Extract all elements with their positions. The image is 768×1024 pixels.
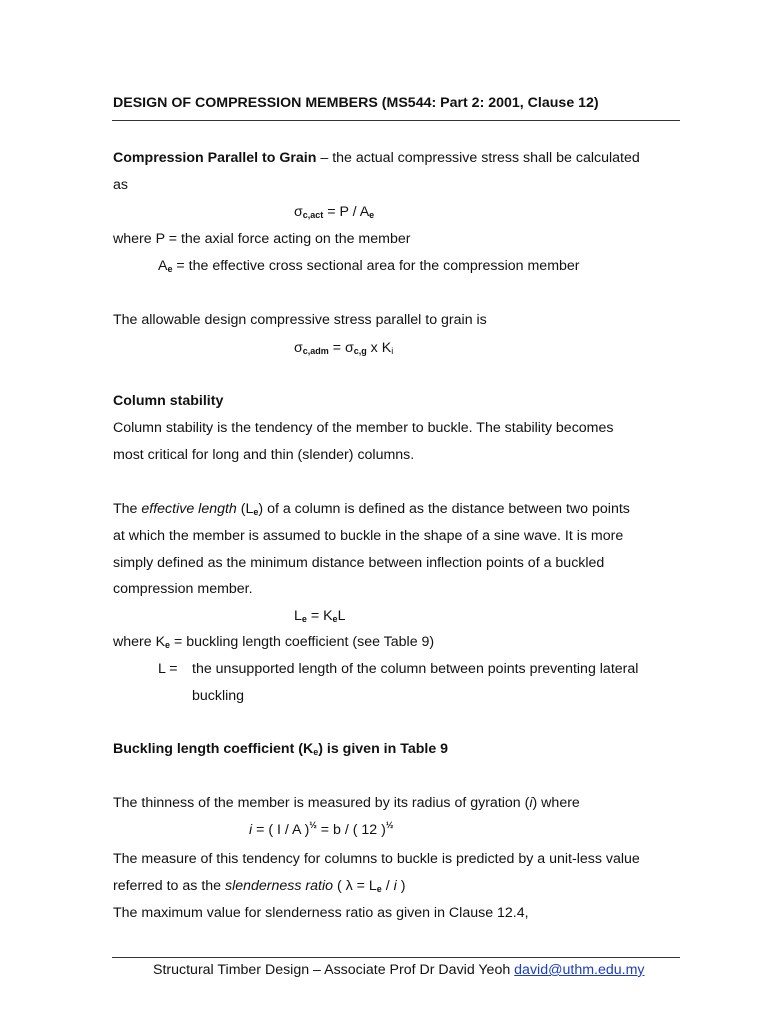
footer-rule — [112, 957, 680, 958]
footer — [153, 961, 645, 979]
header-rule — [112, 120, 680, 121]
max-slenderness-line: The maximum value for slenderness ratio as given in Clause 12.4, — [113, 905, 529, 921]
measure-line2: referred to as the slenderness ratio ( $\lambda = L_e / i$ ) — [113, 878, 406, 894]
column-stability-heading: Column stability — [113, 393, 224, 409]
allowable-stress-formula: $\sigma_{c,adm} = \sigma_{c,g}$ x $K_i$ — [294, 340, 394, 356]
measure-line1: The measure of this tendency for columns to buckle is predicted by a unit-less value — [113, 851, 640, 867]
thinness-line: The thinness of the member is measured by its radius of gyration (i) where — [113, 795, 580, 811]
where-ke-line: where $K_e$ = buckling length coefficient (see Table 9) — [113, 634, 435, 650]
compression-heading: Compression Parallel to Grain — [113, 150, 317, 166]
l-definition-line1: the unsupported length of the column between points preventing lateral — [192, 661, 639, 677]
page-title: DESIGN OF COMPRESSION MEMBERS (MS544: Part 2: 2001, Clause 12) — [113, 95, 599, 111]
stability-para-line1: Column stability is the tendency of the member to buckle. The stability becomes — [113, 420, 614, 436]
compression-intro-line2: as — [113, 177, 128, 193]
effective-length-line3: simply defined as the minimum distance between inflection points of a buckled — [113, 555, 605, 571]
effective-length-line1: The effective length $(L_e)$ of a column is defined as the distance between two points — [113, 501, 630, 517]
compression-intro-line1 — [113, 149, 640, 167]
footer-email-link[interactable]: david@uthm.edu.my — [514, 962, 645, 978]
ae-definition-line: $A_e$ = the effective cross sectional area for the compression member — [158, 258, 580, 274]
l-definition-line2: buckling — [192, 688, 245, 704]
effective-length-line4: compression member. — [113, 581, 253, 597]
actual-stress-formula: $\sigma_{c,act} = P / A_e$ — [294, 204, 375, 220]
footer-text: Structural Timber Design – Associate Prof Dr David Yeoh — [153, 962, 515, 978]
radius-of-gyration-formula: i = ( I / A )$^{\frac{1}{2}}$ = b / ( 12 )$^{\frac{1}{2}}$ — [249, 820, 394, 838]
compression-intro-text: – the actual compressive stress shall be calculated — [316, 150, 640, 166]
buckling-coefficient-heading: Buckling length coefficient $(K_e)$ is given in Table 9 — [113, 741, 449, 757]
stability-para-line2: most critical for long and thin (slender) columns. — [113, 447, 415, 463]
effective-length-formula: $L_e = K_eL$ — [294, 608, 346, 624]
l-label: L = — [158, 661, 178, 677]
where-p-line: where P = the axial force acting on the member — [113, 231, 411, 247]
effective-length-line2: at which the member is assumed to buckle in the shape of a sine wave. It is more — [113, 528, 624, 544]
allowable-stress-line: The allowable design compressive stress parallel to grain is — [113, 312, 487, 328]
